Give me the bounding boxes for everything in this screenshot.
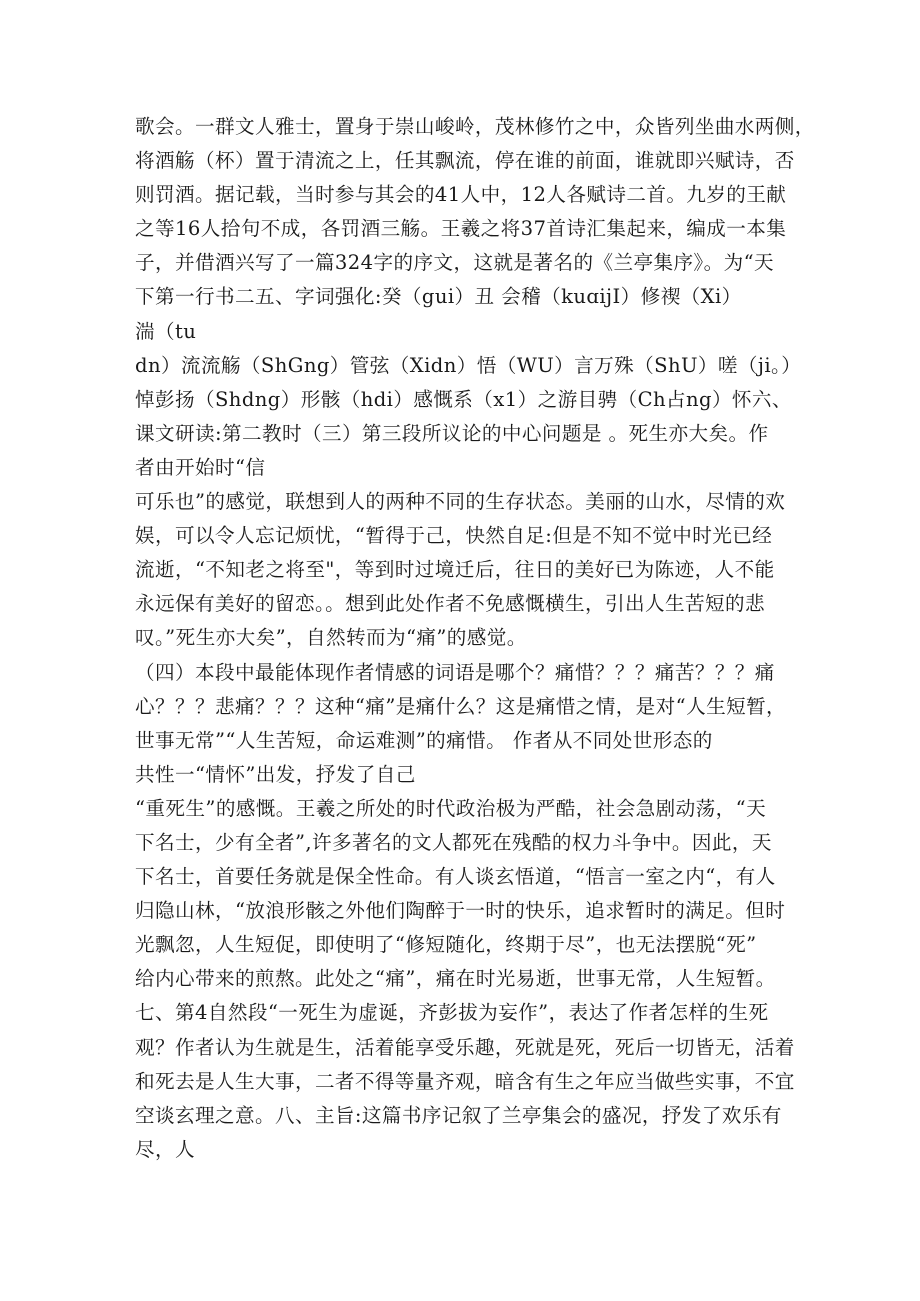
text-line: 子，并借酒兴写了一篇324字的序文，这就是著名的《兰亭集序》。为“天 <box>135 251 775 275</box>
text-line: 则罚酒。据记载，当时参与其会的41人中，12人各赋诗二首。九岁的王献 <box>135 183 787 207</box>
text-line: 下名士，首要任务就是保全性命。有人谈玄悟道，“悟言一室之内“，有人 <box>135 865 776 889</box>
text-line: 湍（tu <box>135 319 197 343</box>
text-line: 永远保有美好的留恋。。想到此处作者不免感慨横生，引出人生苦短的悲 <box>135 592 765 616</box>
text-line: 悼彭扬（Shdng）形骸（hdi）感慨系（x1）之游目骋（Ch占ng）怀六、 <box>135 387 792 411</box>
text-line: 尽，人 <box>135 1137 195 1161</box>
text-line: dn）流流觞（ShGng）管弦（Xidn）悟（WU）言万殊（ShU）嗟（ji。） <box>135 353 802 377</box>
text-line: 世事无常”“人生苦短，命运难测”的痛惜。 作者从不同处世形态的 <box>135 728 713 752</box>
text-line: 七、第4自然段“一死生为虚诞，齐彭拔为妄作”，表达了作者怎样的生死 <box>135 1001 769 1025</box>
text-line: “重死生”的感慨。王羲之所处的时代政治极为严酷，社会急剧动荡，“天 <box>135 796 767 820</box>
text-line: 课文研读:第二教时（三）第三段所议论的中心问题是 。死生亦大矣。作 <box>135 421 769 445</box>
text-line: 之等16人拾句不成，各罚酒三觞。王羲之将37首诗汇集起来，编成一本集 <box>135 217 787 241</box>
text-line: 娱，可以令人忘记烦忧，“暂得于己，快然自足:但是不知不觉中时光已经 <box>135 524 773 548</box>
text-line: 叹。”死生亦大矣”，自然转而为“痛”的感觉。 <box>135 626 527 650</box>
text-line: 和死去是人生大事，二者不得等量齐观，暗含有生之年应当做些实事，不宜 <box>135 1069 795 1093</box>
text-line: 将酒觞（杯）置于清流之上，任其飘流，停在谁的前面，谁就即兴赋诗，否 <box>135 149 795 173</box>
text-line: 观？作者认为生就是生，活着能享受乐趣，死就是死，死后一切皆无，活着 <box>135 1035 795 1059</box>
text-line: 空谈玄理之意。八、主旨:这篇书序记叙了兰亭集会的盛况，抒发了欢乐有 <box>135 1103 782 1127</box>
body-text <box>135 110 815 1167</box>
text-line: 可乐也”的感觉，联想到人的两种不同的生存状态。美丽的山水，尽情的欢 <box>135 490 786 514</box>
text-line: 歌会。一群文人雅士，置身于崇山峻岭，茂林修竹之中，众皆列坐曲水两侧， <box>135 115 815 138</box>
text-line: 心？？？悲痛？？？这种“痛”是痛什么？这是痛惜之情，是对“人生短暂， <box>135 694 787 718</box>
text-line: 归隐山林，“放浪形骸之外他们陶醉于一时的快乐，追求暂时的满足。但时 <box>135 899 786 923</box>
text-line: 共性一“情怀”出发，抒发了自己 <box>135 762 416 786</box>
text-line: 光飘忽，人生短促，即使明了“修短随化，终期于尽”，也无法摆脱“死” <box>135 933 757 957</box>
text-line: 下名士，少有全者”,许多著名的文人都死在残酷的权力斗争中。因此，天 <box>135 830 772 854</box>
text-line: 给内心带来的煎熬。此处之“痛”，痛在时光易逝，世事无常，人生短暂。 <box>135 967 776 991</box>
text-line: 流逝，“不知老之将至"，等到时过境迁后，往日的美好已为陈迹，人不能 <box>135 558 775 582</box>
text-line: 下第一行书二五、字词强化:癸（gui）丑 会稽（kuɑijI）修禊（Xi） <box>135 285 742 309</box>
text-line: （四）本段中最能体现作者情感的词语是哪个？痛惜？？？痛苦？？？痛 <box>135 660 775 684</box>
text-line: 者由开始时“信 <box>135 455 266 479</box>
